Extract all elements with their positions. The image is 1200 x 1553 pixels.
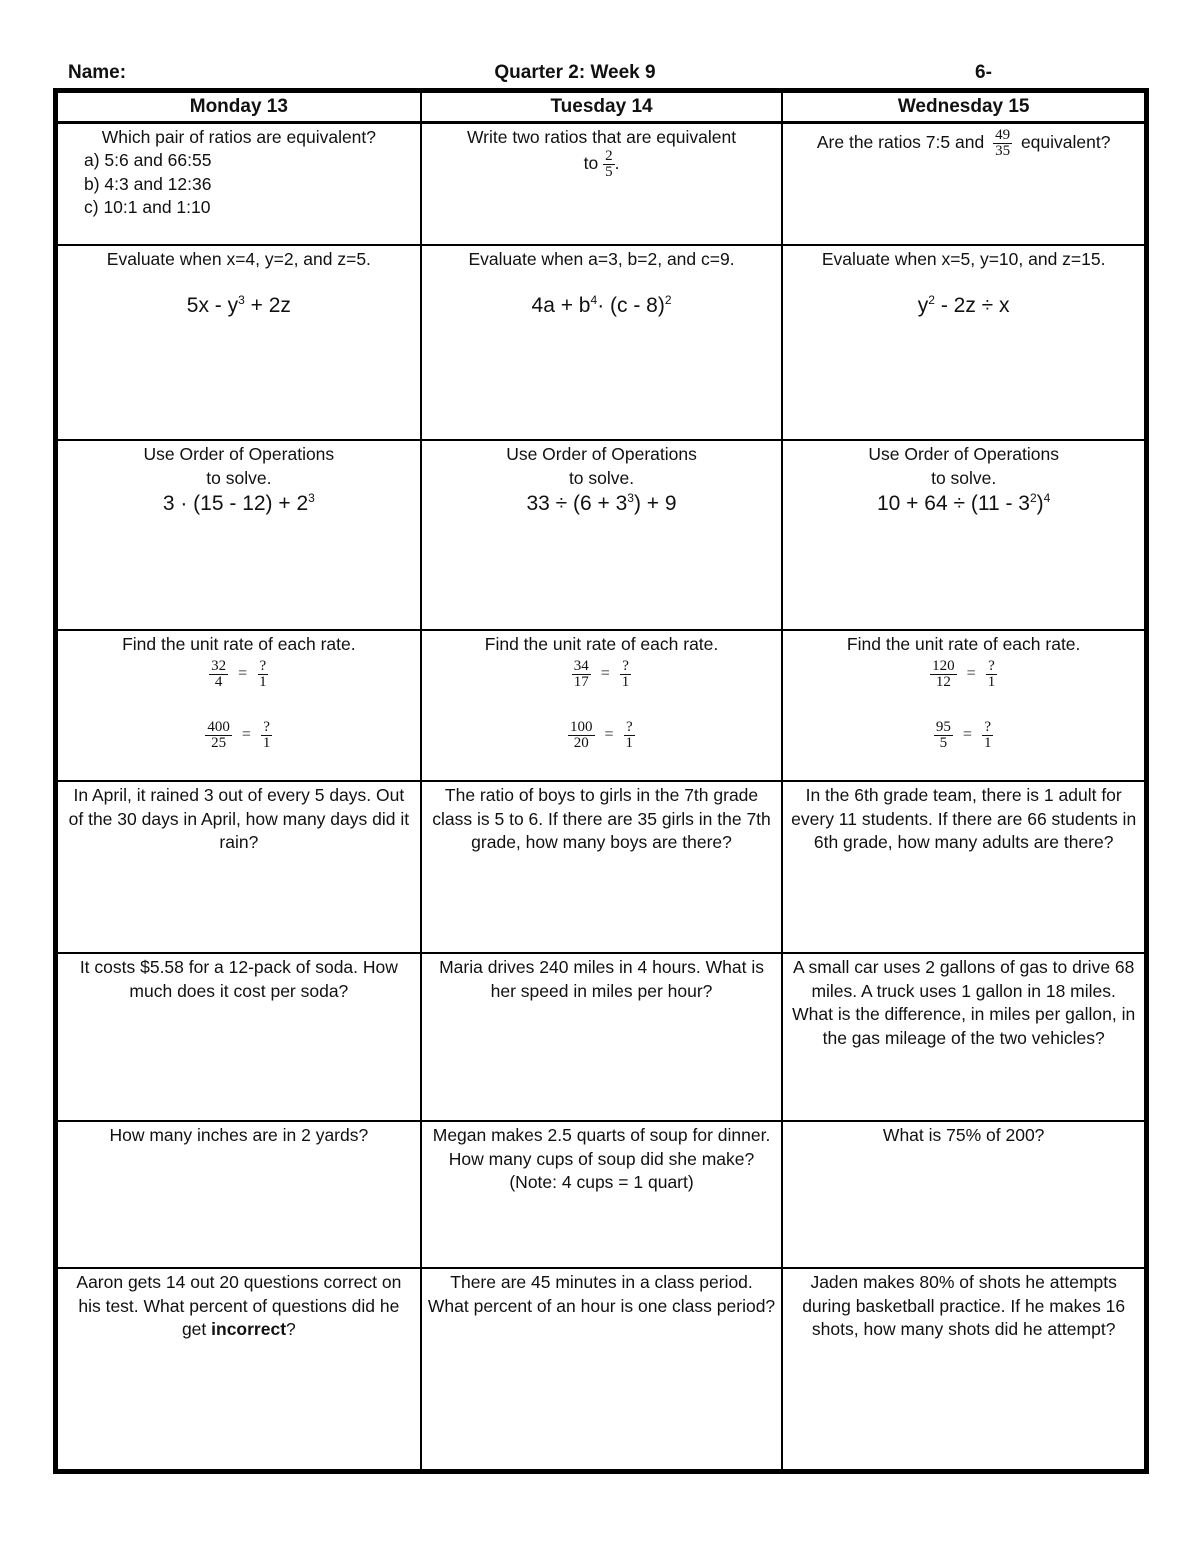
fraction (993, 128, 1012, 159)
cell-mon-percent (58, 1268, 421, 1469)
option-a: a) 5:6 and 66:55 (84, 150, 212, 170)
to-text: to (583, 153, 599, 174)
expression: $y^2 - 2z \div x$ (917, 292, 1010, 317)
question-text: Jaden makes 80% of shots he attempts during basketball practice. If he makes 16 shots, how many shots did he attempt? (802, 1272, 1126, 1339)
cell-wed-mileage (782, 953, 1144, 1121)
question-text: What is 75% of 200? (882, 1125, 1045, 1145)
rate-equation-2: $\frac{95}{5}$ = $\frac{?}{1}$ (935, 718, 992, 751)
fraction-numerator: 49 (995, 126, 1011, 143)
question-text: Are the ratios 7:5 and $\frac{49}{35}$ equivalent? (816, 126, 1111, 159)
question-text: Evaluate when a=3, b=2, and c=9. (468, 249, 735, 269)
question-text: Megan makes 2.5 quarts of soup for dinner. How many cups of soup did she make? (Note: 4 cups = 1 quart) (432, 1125, 771, 1192)
worksheet-title: Quarter 2: Week 9 (494, 62, 656, 83)
cell-mon-conversion (58, 1121, 421, 1268)
answer-options (64, 149, 414, 220)
question-line-1: Use Order of Operations (506, 444, 697, 464)
cell-tue-order-ops (421, 440, 783, 630)
problems-table (58, 93, 1144, 1469)
worksheet-grid (53, 88, 1149, 1474)
cell-wed-percent (782, 1121, 1144, 1268)
question-text: Aaron gets 14 out 20 questions correct on his test. What percent of questions did he get incorrect? (76, 1272, 402, 1339)
question-text: In April, it rained 3 out of every 5 days. Out of the 30 days in April, how many days did it rain? (68, 785, 410, 852)
cell-tue-ratios (421, 122, 783, 245)
rate-equation-1: $\frac{34}{17}$ = $\frac{?}{1}$ (573, 657, 630, 690)
rate-equation-1: $\frac{32}{4}$ = $\frac{?}{1}$ (211, 657, 267, 690)
cell-wed-evaluate (782, 245, 1144, 440)
question-text: The ratio of boys to girls in the 7th grade class is 5 to 6. If there are 35 girls in the 7th grade, how many boys are there? (432, 785, 771, 852)
question-line-1: Use Order of Operations (868, 444, 1059, 464)
question-text: Which pair of ratios are equivalent? (101, 126, 377, 147)
question-text: Evaluate when x=4, y=2, and z=5. (106, 249, 371, 269)
fraction-numerator: 2 (605, 148, 613, 164)
rate-equation-2: $\frac{100}{20}$ = $\frac{?}{1}$ (570, 718, 634, 751)
question-text: Find the unit rate of each rate. (484, 634, 719, 654)
question-text: Find the unit rate of each rate. (122, 634, 356, 654)
question-fraction-line: to $\frac{2}{5}$ . (583, 148, 620, 180)
rate-equation-1: $\frac{120}{12}$ = $\frac{?}{1}$ (932, 657, 996, 690)
question-text: How many inches are in 2 yards? (109, 1125, 369, 1145)
question-text: Maria drives 240 miles in 4 hours. What is her speed in miles per hour? (439, 957, 764, 1001)
question-text: Find the unit rate of each rate. (846, 634, 1081, 654)
expression: $10 + 64 \div (11 - 3^2)^4$ (876, 491, 1051, 515)
cell-mon-evaluate (58, 245, 421, 440)
question-text: In the 6th grade team, there is 1 adult for every 11 students. If there are 66 students in 6th grade, how many adults are there? (791, 785, 1137, 852)
day-header-wednesday: Wednesday 15 (782, 93, 1144, 122)
fraction-denominator: 35 (995, 142, 1011, 159)
fraction-denominator: 25 (211, 734, 227, 751)
cell-tue-evaluate (421, 245, 783, 440)
cell-tue-word-problem (421, 781, 783, 953)
cell-tue-speed (421, 953, 783, 1121)
question-text: There are 45 minutes in a class period. What percent of an hour is one class period? (427, 1272, 776, 1316)
question-line-2: to solve. (931, 467, 997, 488)
cell-mon-ratios (58, 122, 421, 245)
cell-wed-ratios (782, 122, 1144, 245)
cell-mon-unit-rate (58, 630, 421, 781)
fraction (603, 149, 615, 180)
cell-tue-conversion (421, 1121, 783, 1268)
question-text: Evaluate when x=5, y=10, and z=15. (821, 249, 1106, 269)
question-text: A small car uses 2 gallons of gas to drive 68 miles. A truck uses 1 gallon in 18 miles. What is the difference, in miles per gallon, in the gas mileage of the two vehicles? (792, 957, 1136, 1048)
emphasis-incorrect: incorrect (211, 1319, 287, 1339)
fraction-numerator: 400 (207, 718, 230, 735)
cell-mon-word-problem (58, 781, 421, 953)
fraction-numerator: 32 (211, 657, 227, 674)
cell-wed-unit-rate (782, 630, 1144, 781)
question-line-2: to solve. (206, 467, 272, 488)
cell-tue-percent (421, 1268, 783, 1469)
cell-tue-unit-rate (421, 630, 783, 781)
day-header-monday: Monday 13 (58, 93, 421, 122)
question-text: It costs $5.58 for a 12-pack of soda. How much does it cost per soda? (79, 957, 398, 1001)
cell-wed-percent-shots (782, 1268, 1144, 1469)
fraction-denominator: 4 (214, 673, 223, 690)
option-b: b) 4:3 and 12:36 (84, 173, 212, 194)
rate-equation-2: $\frac{400}{25}$ = $\frac{?}{1}$ (207, 718, 271, 751)
question-text: Write two ratios that are equivalent (466, 126, 737, 147)
name-label: Name: (68, 62, 127, 83)
cell-wed-word-problem (782, 781, 1144, 953)
cell-wed-order-ops (782, 440, 1144, 630)
question-line-2: to solve. (568, 467, 635, 488)
cell-mon-order-ops (58, 440, 421, 630)
option-c: c) 10:1 and 1:10 (84, 197, 211, 217)
class-label: 6- (975, 62, 992, 83)
expression: $5x - y^3 + 2z$ (186, 292, 291, 317)
expression: $3 \cdot (15 - 12) + 2^3$ (162, 491, 315, 515)
question-line-1: Use Order of Operations (143, 444, 335, 464)
expression: $4a + b^4\cdot (c - 8)^2$ (531, 292, 672, 317)
expression: $33 \div (6 + 3^3) + 9$ (526, 491, 677, 515)
cell-mon-unit-price (58, 953, 421, 1121)
day-header-tuesday: Tuesday 14 (421, 93, 783, 122)
fraction-denominator: 5 (605, 164, 613, 180)
